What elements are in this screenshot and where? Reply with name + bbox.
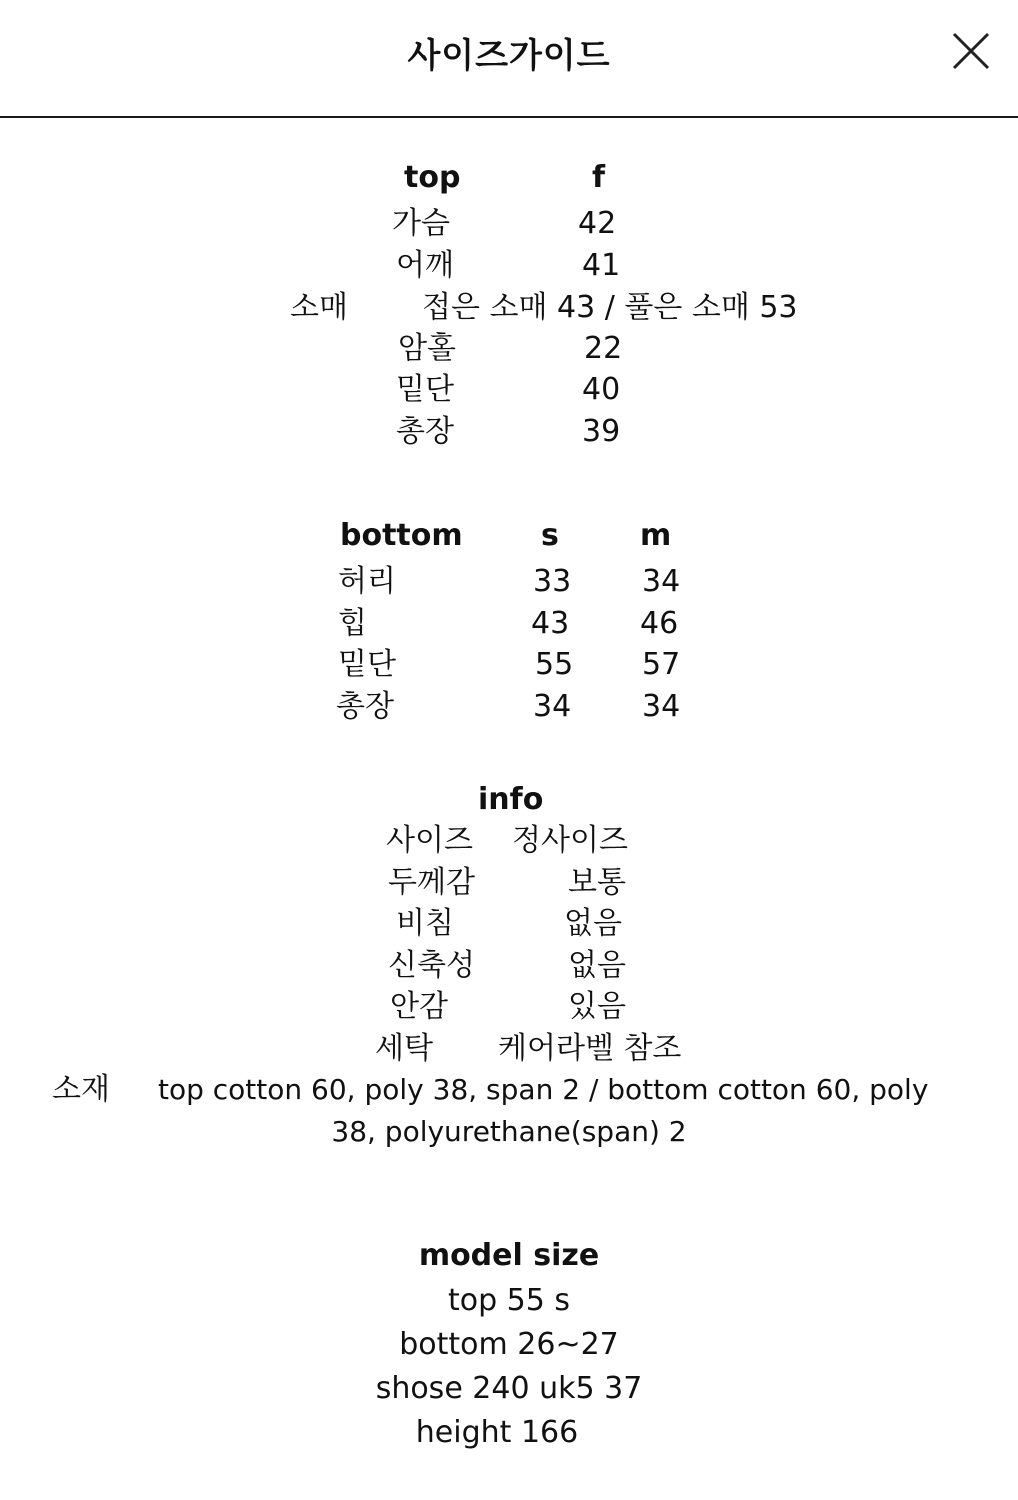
info-row-value: 없음 <box>564 906 622 941</box>
bottom-row-label: 힙 <box>338 606 367 641</box>
info-row-value: 케어라벨 참조 <box>498 1031 682 1066</box>
bottom-row-label: 밑단 <box>338 647 396 682</box>
bottom-section-heading: bottom <box>340 518 463 553</box>
model-size-line: bottom 26~27 <box>399 1327 619 1362</box>
top-size-label: f <box>592 160 606 195</box>
top-row-label: 암홀 <box>398 331 456 366</box>
top-row-label: 어깨 <box>396 248 454 283</box>
info-row-value: 있음 <box>568 989 626 1024</box>
bottom-row-value: 34 <box>642 564 681 599</box>
bottom-row-value: 33 <box>533 564 572 599</box>
bottom-size-label: s <box>541 518 559 553</box>
model-size-line: height 166 <box>415 1415 579 1450</box>
bottom-row-value: 34 <box>642 689 681 724</box>
top-section-heading: top <box>404 160 461 195</box>
info-row-label: 비침 <box>396 906 454 941</box>
bottom-row-value: 34 <box>533 689 572 724</box>
top-row-label: 밑단 <box>396 372 454 407</box>
top-row-label: 총장 <box>396 414 454 449</box>
close-icon[interactable] <box>948 28 994 74</box>
top-row-label: 가슴 <box>392 206 450 241</box>
top-row-value: 22 <box>584 331 623 366</box>
info-section-heading: info <box>478 782 544 817</box>
top-row-value: 41 <box>582 248 621 283</box>
info-row-value: 보통 <box>568 865 626 900</box>
model-size-line: top 55 s <box>447 1283 571 1318</box>
model-section-heading: model size <box>418 1238 600 1273</box>
info-row-label: 세탁 <box>375 1031 433 1066</box>
info-row-value: 없음 <box>568 948 626 983</box>
bottom-row-value: 46 <box>640 606 679 641</box>
material-value-line2: 38, polyurethane(span) 2 <box>331 1115 687 1148</box>
model-size-line: shose 240 uk5 37 <box>375 1371 643 1406</box>
bottom-size-label: m <box>640 518 672 553</box>
bottom-row-value: 57 <box>642 647 681 682</box>
bottom-row-label: 총장 <box>336 689 394 724</box>
info-row-label: 사이즈 <box>386 823 473 858</box>
bottom-row-value: 55 <box>535 647 574 682</box>
page-title: 사이즈가이드 <box>407 36 611 76</box>
material-value-line1: top cotton 60, poly 38, span 2 / bottom cotton 60, poly <box>158 1073 929 1106</box>
bottom-row-label: 허리 <box>338 564 396 599</box>
top-row-value: 42 <box>578 206 617 241</box>
info-row-value: 정사이즈 <box>512 823 628 858</box>
close-button[interactable] <box>948 28 994 74</box>
header-bar <box>0 0 1018 118</box>
top-row-label: 소매 <box>290 290 348 325</box>
bottom-row-value: 43 <box>531 606 570 641</box>
material-label: 소재 <box>52 1072 110 1107</box>
top-row-value: 40 <box>582 372 621 407</box>
info-row-label: 두께감 <box>388 865 475 900</box>
info-row-label: 안감 <box>390 989 448 1024</box>
info-row-label: 신축성 <box>388 948 475 983</box>
top-row-value: 39 <box>582 414 621 449</box>
top-row-value: 접은 소매 43 / 풀은 소매 53 <box>422 290 798 325</box>
